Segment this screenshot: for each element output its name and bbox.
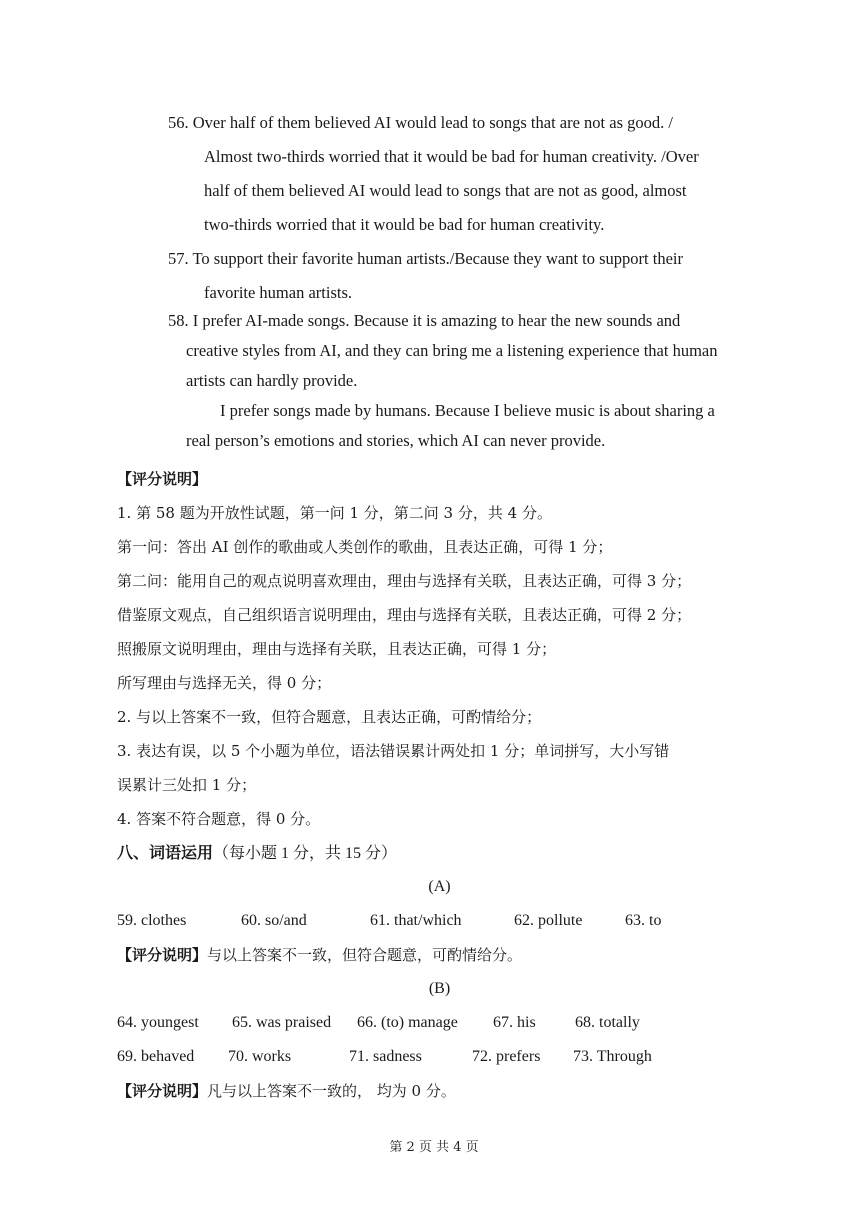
answer-line: Almost two-thirds worried that it would be bad for human creativity. /Over bbox=[204, 147, 699, 166]
note-text: 与以上答案不一致，但符合题意，可酌情给分。 bbox=[207, 946, 523, 964]
scoring-item: 4. 答案不符合题意，得 0 分。 bbox=[117, 810, 321, 828]
scoring-heading: 【评分说明】 bbox=[117, 470, 208, 488]
answer-line: half of them believed AI would lead to songs that are not as good, almost bbox=[204, 181, 687, 200]
answer-line: favorite human artists. bbox=[204, 283, 353, 302]
part-a-answers bbox=[117, 904, 762, 938]
answer-line: I prefer songs made by humans. Because I believe music is about sharing a bbox=[220, 401, 715, 420]
part-a-label: (A) bbox=[428, 878, 451, 895]
answer-item: 60. so/and bbox=[241, 912, 307, 929]
section-8-title bbox=[117, 836, 762, 870]
scoring-item: 1. 第 58 题为开放性试题，第一问 1 分，第二问 3 分，共 4 分。 bbox=[117, 504, 552, 522]
answer-item: 65. was praised bbox=[232, 1014, 332, 1031]
section-title-text: 八、词语运用 bbox=[117, 843, 214, 862]
part-b-note bbox=[117, 1074, 762, 1108]
answer-item: 73. Through bbox=[573, 1048, 652, 1065]
answer-item: 67. his bbox=[493, 1014, 536, 1031]
answer-item: 70. works bbox=[228, 1048, 292, 1065]
scoring-item: 照搬原文说明理由，理由与选择有关联，且表达正确，可得 1 分； bbox=[117, 640, 557, 658]
answer-line: two-thirds worried that it would be bad for human creativity. bbox=[204, 215, 605, 234]
note-heading: 【评分说明】 bbox=[117, 1082, 208, 1100]
scoring-item: 所写理由与选择无关，得 0 分； bbox=[117, 674, 332, 692]
answer-item: 64. youngest bbox=[117, 1014, 199, 1031]
scoring-item: 第一问：答出 AI 创作的歌曲或人类创作的歌曲，且表达正确，可得 1 分； bbox=[117, 538, 613, 556]
answer-line: 56. Over half of them believed AI would lead to songs that are not as good. / bbox=[168, 113, 673, 132]
answer-line: artists can hardly provide. bbox=[186, 371, 358, 390]
answer-line: creative styles from AI, and they can bring me a listening experience that human bbox=[186, 341, 718, 360]
answer-item: 59. clothes bbox=[117, 912, 187, 929]
scoring-item: 第二问：能用自己的观点说明喜欢理由，理由与选择有关联，且表达正确，可得 3 分； bbox=[117, 572, 692, 590]
note-text: 凡与以上答案不一致的， 均为 0 分。 bbox=[207, 1082, 456, 1100]
answer-line: 57. To support their favorite human artists./Because they want to support their bbox=[168, 249, 683, 268]
answer-56 bbox=[168, 106, 762, 242]
scoring-item: 借鉴原文观点，自己组织语言说明理由，理由与选择有关联，且表达正确，可得 2 分； bbox=[117, 606, 692, 624]
scoring-item: 3. 表达有误，以 5 个小题为单位，语法错误累计两处扣 1 分；单词拼写，大小写错 bbox=[117, 742, 670, 760]
answer-item: 61. that/which bbox=[370, 912, 462, 929]
answer-line: real person’s emotions and stories, which AI can never provide. bbox=[186, 431, 606, 450]
section-title-note: （每小题 1 分，共 15 分） bbox=[213, 845, 398, 862]
answer-item: 68. totally bbox=[575, 1014, 640, 1031]
answer-item: 72. prefers bbox=[472, 1048, 541, 1065]
scoring-item: 2. 与以上答案不一致，但符合题意，且表达正确，可酌情给分； bbox=[117, 708, 542, 726]
part-a-note bbox=[117, 938, 762, 972]
answer-line: 58. I prefer AI-made songs. Because it is amazing to hear the new sounds and bbox=[168, 311, 681, 330]
answer-57 bbox=[168, 242, 762, 310]
part-b-answers-row1 bbox=[117, 1006, 762, 1040]
answer-item: 63. to bbox=[625, 912, 662, 929]
answer-item: 62. pollute bbox=[514, 912, 583, 929]
answer-item: 66. (to) manage bbox=[357, 1014, 458, 1031]
answer-58 bbox=[168, 306, 762, 456]
part-b-label: (B) bbox=[428, 980, 451, 997]
page-footer: 第 2 页 共 4 页 bbox=[389, 1140, 479, 1155]
answer-block bbox=[168, 106, 762, 456]
answer-item: 69. behaved bbox=[117, 1048, 195, 1065]
answer-item: 71. sadness bbox=[349, 1048, 422, 1065]
scoring-item: 误累计三处扣 1 分； bbox=[117, 776, 257, 794]
scoring-notes bbox=[117, 462, 762, 1108]
note-heading: 【评分说明】 bbox=[117, 946, 208, 964]
part-b-answers-row2 bbox=[117, 1040, 762, 1074]
